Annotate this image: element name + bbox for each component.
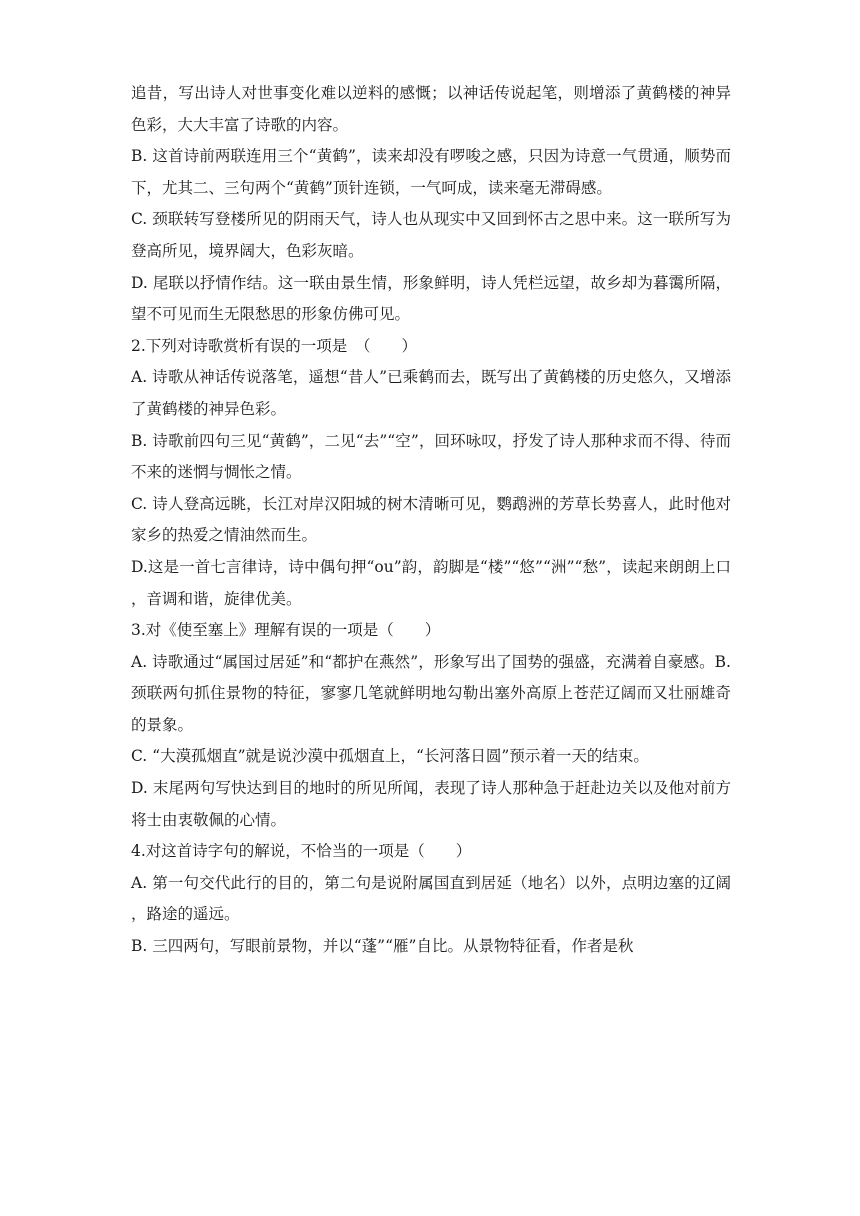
question-2: 2.下列对诗歌赏析有误的一项是 （ ） — [131, 336, 418, 355]
q4-option-a: A. 第一句交代此行的目的，第二句是说附属国直到居延（地名）以外，点明边塞的辽阔，路途的遥远。 — [131, 873, 731, 924]
q1-option-d: D. 尾联以抒情作结。这一联由景生情，形象鲜明，诗人凭栏远望，故乡却为暮霭所隔，望不可见而生无限愁思的形象仿佛可见。 — [131, 273, 731, 324]
question-4: 4.对这首诗字句的解说，不恰当的一项是（ ） — [131, 842, 472, 861]
document-body — [131, 78, 731, 963]
q3-option-d: D. 末尾两句写快达到目的地时的所见所闻，表现了诗人那种急于赶赴边关以及他对前方将士由衷敬佩的心情。 — [131, 779, 731, 829]
q2-option-a: A. 诗歌从神话传说落笔，遥想“昔人”已乘鹤而去，既写出了黄鹤楼的历史悠久，又增添了黄鹤楼的神异色彩。 — [131, 368, 731, 418]
q3-option-c: C. “大漠孤烟直”就是说沙漠中孤烟直上，“长河落日圆”预示着一天的结束。 — [131, 747, 649, 766]
q4-option-b: B. 三四两句，写眼前景物，并以“蓬”“雁”自比。从景物特征看，作者是秋 — [131, 937, 634, 956]
q3-option-a-b: A. 诗歌通过“属国过居延”和“都护在燕然”，形象写出了国势的强盛，充满着自豪感。B. 颈联两句抓住景物的特征，寥寥几笔就鲜明地勾勒出塞外高原上苍茫辽阔而又壮丽雄奇的景象。 — [131, 652, 731, 734]
paragraph-continuation: 追昔，写出诗人对世事变化难以逆料的感慨；以神话传说起笔，则增添了黄鹤楼的神异色彩，大大丰富了诗歌的内容。 — [131, 84, 731, 134]
q1-option-c: C. 颈联转写登楼所见的阴雨天气，诗人也从现实中又回到怀古之思中来。这一联所写为登高所见，境界阔大，色彩灰暗。 — [131, 210, 731, 260]
q2-option-d: D.这是一首七言律诗，诗中偶句押“ou”韵，韵脚是“楼”“悠”“洲”“愁”，读起来朗朗上口，音调和谐，旋律优美。 — [131, 557, 731, 608]
q2-option-c: C. 诗人登高远眺，长江对岸汉阳城的树木清晰可见，鹦鹉洲的芳草长势喜人，此时他对家乡的热爱之情油然而生。 — [131, 494, 731, 545]
question-3: 3.对《使至塞上》理解有误的一项是（ ） — [131, 621, 441, 640]
q1-option-b: B. 这首诗前两联连用三个“黄鹤”，读来却没有啰唆之感，只因为诗意一气贯通，顺势而下，尤其二、三句两个“黄鹤”顶针连锁，一气呵成，读来毫无滞碍感。 — [131, 147, 731, 197]
q2-option-b: B. 诗歌前四句三见“黄鹤”，二见“去”“空”，回环咏叹，抒发了诗人那种求而不得、待而不来的迷惘与惆怅之情。 — [131, 431, 731, 482]
